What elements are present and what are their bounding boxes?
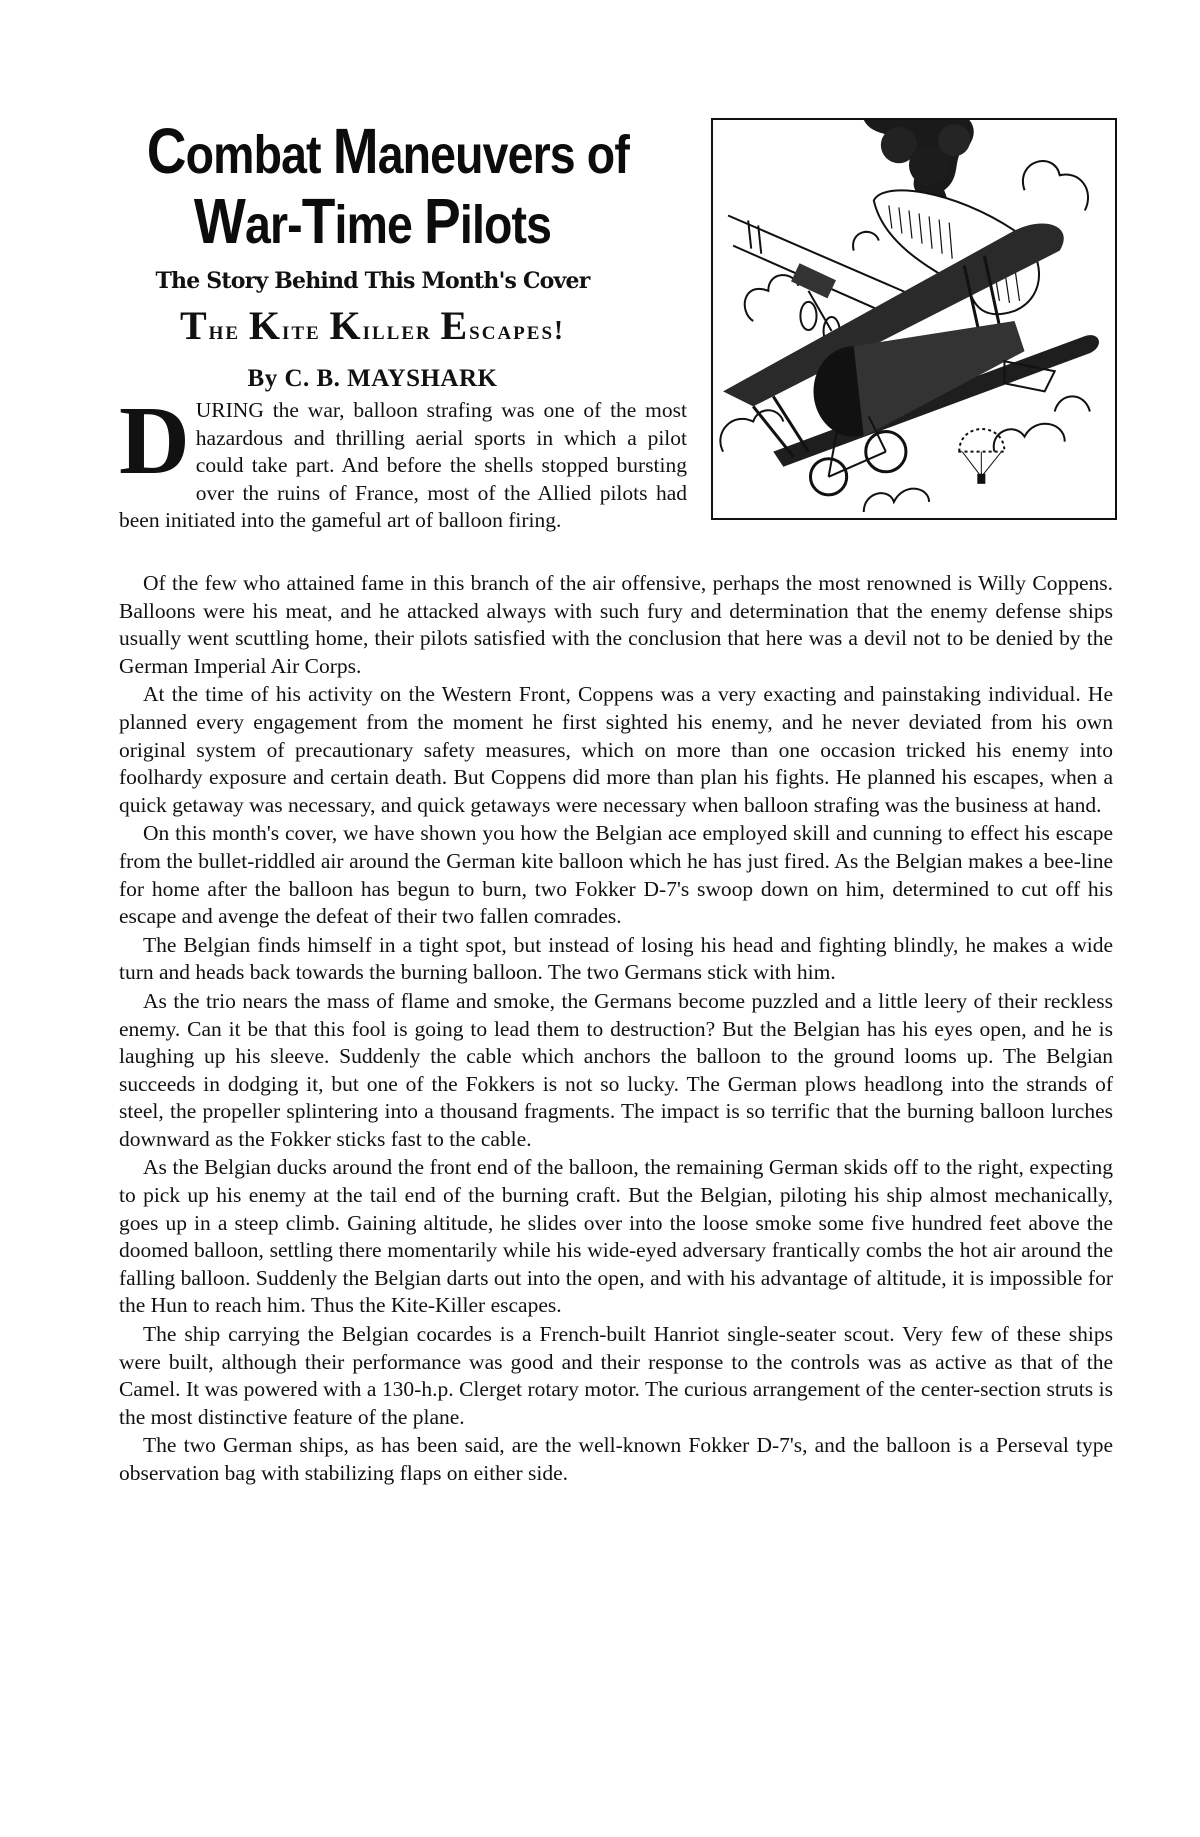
- story-kicker: [110, 304, 635, 352]
- title-initial: W: [193, 185, 246, 257]
- body-paragraph: On this month's cover, we have shown you how the Belgian ace employed skill and cunning to effect his escape from the bullet-riddled air around the German kite balloon which he has just fired. As the Belgian makes a bee-line for home after the balloon has begun to burn, two Fokker D-7's swoop down on him, determined to cut off his escape and avenge the defeat of their two fallen comrades.: [119, 821, 1113, 929]
- title-text: ilots: [459, 195, 552, 255]
- title-initial: C: [146, 115, 186, 187]
- body-paragraph: The Belgian finds himself in a tight spot, but instead of losing his head and fighting blindly, he makes a wide turn and heads back towards the burning balloon. The two Germans stick with him.: [119, 932, 1113, 985]
- kicker-text: he: [208, 315, 249, 345]
- drop-cap: D: [119, 387, 190, 495]
- body-paragraph: The two German ships, as has been said, are the well-known Fokker D-7's, and the balloon is a Perseval type observation bag with stabilizing flaps on either side.: [119, 1433, 1113, 1485]
- title-initial: P: [424, 185, 460, 257]
- biplane-illustration: [711, 118, 1117, 520]
- body-paragraph: As the Belgian ducks around the front end of the balloon, the remaining German skids off to the right, expecting to pick up his enemy at the tail end of the burning craft. But the Belgian, piloting his ship almost mechanically, goes up in a steep climb. Gaining altitude, he slides over into the loose smoke some five hundred feet above the doomed balloon, settling there momentarily while his wide-eyed adversary frantically combs the hot air around the falling balloon. Suddenly the Belgian darts out into the open, and with his advantage of altitude, it is impossible for the Hun to reach him. Thus the Kite-Killer escapes.: [119, 1155, 1113, 1318]
- body-paragraph: The ship carrying the Belgian cocardes is a French-built Hanriot single-seater scout. Very few of these ships were built, although their performance was good and their response to the controls was as active as that of the Camel. It was powered with a 130-h.p. Clerget rotary motor. The curious arrangement of the center-section struts is the most distinctive feature of the plane.: [119, 1322, 1113, 1429]
- article-title-line-1: [146, 115, 629, 188]
- title-initial: M: [332, 115, 378, 187]
- title-initial: T: [301, 185, 335, 257]
- intro-text: URING the war, balloon strafing was one of the most hazardous and thrilling aerial sports in which a pilot could take part. And before the shells stopped bursting over the ruins of France, most of the Allied pilots had been initiated into the gameful art of balloon firing.: [119, 398, 687, 533]
- headline-block: [110, 115, 635, 396]
- body-paragraph: Of the few who attained fame in this branch of the air offensive, perhaps the most renowned is Willy Coppens. Balloons were his meat, and he attacked always with such fury and determination that the enemy defense ships usually went scuttling home, their pilots satisfied with the conclusion that here was a devil not to be denied by the German Imperial Air Corps.: [119, 571, 1113, 678]
- kicker-text: ite: [281, 315, 330, 345]
- article-subtitle: The Story Behind This Month's Cover: [155, 268, 590, 294]
- kicker-initial: K: [329, 303, 363, 348]
- title-text: aneuvers of: [377, 125, 629, 185]
- kicker-initial: T: [179, 303, 209, 348]
- title-text: ime: [334, 195, 425, 255]
- author-byline: By C. B. MAYSHARK: [247, 365, 498, 392]
- kicker-initial: K: [248, 303, 282, 348]
- title-text: ar-: [245, 195, 302, 255]
- biplane-drawing-icon: [713, 120, 1115, 518]
- article-title-line-2: [147, 185, 599, 258]
- kicker-text: scapes!: [469, 315, 566, 345]
- body-paragraph: At the time of his activity on the Western Front, Coppens was a very exacting and painstaking individual. He planned every engagement from the moment he first sighted his enemy, and he never deviated from his own original system of precautionary safety measures, which on more than one occasion tricked his enemy into foolhardy exposure and certain death. But Coppens did more than plan his fights. He planned his escapes, when a quick getaway was necessary, and quick getaways were necessary when balloon strafing was the business at hand.: [119, 682, 1113, 817]
- kicker-initial: E: [440, 303, 470, 348]
- title-text: ombat: [185, 125, 333, 185]
- intro-paragraph: [119, 387, 687, 535]
- kicker-text: iller: [362, 315, 441, 345]
- body-paragraph: As the trio nears the mass of flame and smoke, the Germans become puzzled and a little leery of their reckless enemy. Can it be that this fool is going to lead them to destruction? But the Belgian has his eyes open, and he is laughing up his sleeve. Suddenly the cable which anchors the balloon to the ground looms up. The Belgian succeeds in dodging it, but one of the Fokkers is not so lucky. The German plows headlong into the strands of steel, the propeller splintering into a thousand fragments. The impact is so terrific that the burning balloon lurches downward as the Fokker sticks fast to the cable.: [119, 988, 1113, 1151]
- article-body: [119, 570, 1113, 1489]
